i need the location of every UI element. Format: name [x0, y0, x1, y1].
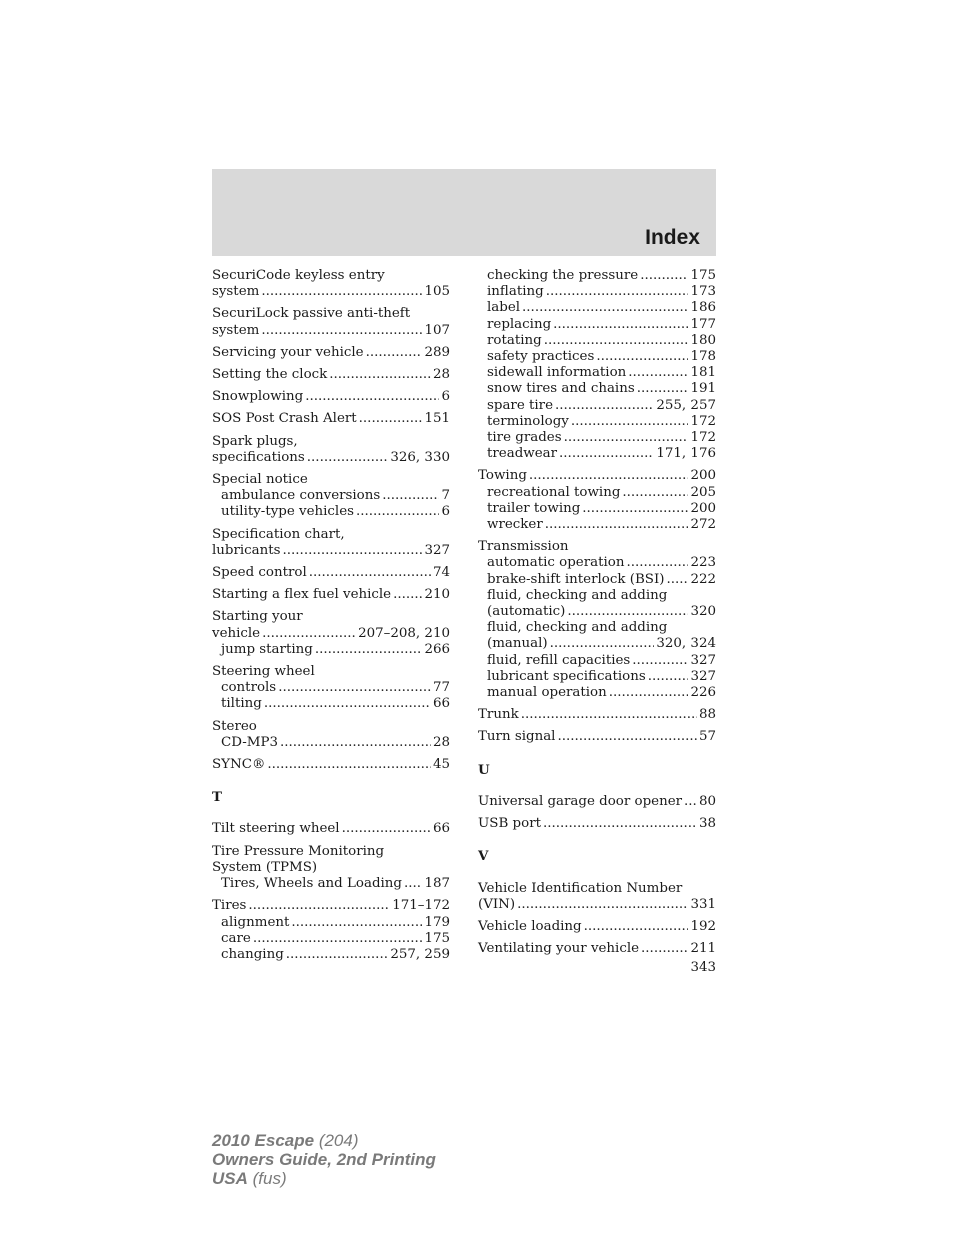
index-term: SecuriCode keyless entry	[212, 268, 385, 283]
index-line	[478, 333, 716, 349]
index-entry	[212, 389, 450, 405]
index-page-ref: 331	[690, 896, 716, 912]
index-page-ref: 28	[432, 367, 450, 383]
index-entry	[212, 898, 450, 963]
index-line	[212, 472, 450, 488]
index-page-ref: 173	[690, 284, 716, 300]
index-page-ref: 178	[690, 349, 716, 365]
index-term: SecuriLock passive anti-theft	[212, 306, 411, 322]
index-line	[212, 915, 450, 931]
index-line	[212, 389, 450, 405]
index-term: inflating	[487, 284, 544, 300]
dot-leader	[261, 323, 422, 339]
footer-line-1: 2010 Escape (204)	[212, 1131, 359, 1150]
index-page-ref: 326, 330	[390, 449, 450, 465]
index-line	[478, 414, 716, 430]
index-entry	[478, 707, 716, 723]
index-page-ref: 151	[424, 411, 450, 427]
dot-leader	[550, 636, 655, 652]
index-entry	[212, 609, 450, 658]
index-line	[478, 636, 716, 652]
dot-leader	[543, 816, 697, 832]
index-term: vehicle	[212, 625, 261, 641]
index-term: Special notice	[212, 472, 308, 488]
index-column-right	[478, 268, 716, 957]
index-line	[478, 604, 716, 620]
index-term: automatic operation	[487, 555, 625, 571]
index-term: lubricant specifications	[487, 668, 646, 684]
index-entry	[478, 794, 716, 810]
index-term: (manual)	[487, 636, 548, 652]
index-term: (VIN)	[478, 896, 516, 912]
dot-leader	[359, 411, 423, 427]
dot-leader	[253, 931, 423, 947]
dot-leader	[356, 504, 439, 520]
index-page-ref: 192	[690, 918, 716, 934]
dot-leader	[329, 367, 431, 383]
index-term: system	[212, 322, 260, 338]
index-line	[478, 729, 716, 745]
index-term: brake-shift interlock (BSI)	[487, 571, 665, 587]
index-line	[478, 300, 716, 316]
index-line	[212, 609, 450, 625]
index-line	[478, 669, 716, 685]
dot-leader	[641, 941, 688, 957]
index-term: snow tires and chains	[487, 381, 635, 397]
index-line	[478, 517, 716, 533]
index-page-ref: 77	[432, 680, 450, 696]
index-line	[212, 642, 450, 658]
index-line	[212, 323, 450, 339]
index-page-ref: 175	[424, 930, 450, 946]
dot-leader	[280, 735, 431, 751]
dot-leader	[571, 414, 689, 430]
index-page-ref: 38	[698, 816, 716, 832]
index-line	[212, 543, 450, 559]
dot-leader	[544, 333, 689, 349]
index-line	[478, 485, 716, 501]
index-page-ref: 172	[690, 413, 716, 429]
index-term: recreational towing	[487, 484, 621, 500]
dot-leader	[315, 642, 423, 658]
index-line	[212, 719, 450, 735]
index-page-ref: 327	[690, 668, 716, 684]
index-line	[212, 306, 450, 322]
index-term: changing	[221, 946, 284, 962]
index-term: care	[221, 930, 251, 946]
index-term: Turn signal	[478, 729, 556, 745]
dot-leader	[261, 284, 422, 300]
dot-leader	[567, 604, 688, 620]
dot-leader	[596, 349, 688, 365]
dot-leader	[584, 919, 689, 935]
dot-leader	[684, 794, 697, 810]
index-line	[212, 844, 450, 860]
dot-leader	[309, 565, 431, 581]
index-line	[212, 411, 450, 427]
index-line	[212, 434, 450, 450]
index-letter-heading: V	[478, 848, 489, 865]
index-term: Trunk	[478, 707, 519, 723]
index-line	[212, 757, 450, 773]
index-line	[478, 555, 716, 571]
dot-leader	[546, 284, 689, 300]
index-line	[212, 860, 450, 876]
index-page-ref: 223	[690, 555, 716, 571]
index-line	[212, 696, 450, 712]
index-term: treadwear	[487, 446, 558, 462]
index-term: checking the pressure	[487, 268, 639, 283]
index-entry	[212, 306, 450, 338]
index-entry	[212, 527, 450, 559]
index-term: tire grades	[487, 430, 562, 446]
index-term: Starting a flex fuel vehicle	[212, 587, 392, 603]
index-term: spare tire	[487, 397, 553, 413]
page-title: Index	[645, 226, 700, 249]
index-term: fluid, checking and adding	[487, 620, 668, 636]
index-page-ref: 207–208, 210	[358, 625, 450, 641]
index-page-ref: 222	[690, 571, 716, 587]
index-term: replacing	[487, 316, 552, 332]
index-term: Tires, Wheels and Loading	[221, 876, 402, 892]
index-term: ambulance conversions	[221, 488, 381, 504]
index-line	[478, 430, 716, 446]
index-term: Towing	[478, 468, 527, 484]
index-term: Starting your	[212, 609, 303, 625]
dot-leader	[278, 680, 431, 696]
index-line	[478, 539, 716, 555]
index-line	[212, 664, 450, 680]
index-entry	[212, 268, 450, 300]
index-page-ref: 74	[432, 565, 450, 581]
index-line	[212, 367, 450, 383]
dot-leader	[648, 669, 689, 685]
dot-leader	[559, 446, 654, 462]
index-line	[478, 572, 716, 588]
index-line	[212, 284, 450, 300]
index-line	[212, 931, 450, 947]
index-line	[212, 565, 450, 581]
index-line	[478, 897, 716, 913]
index-term: Spark plugs,	[212, 433, 298, 449]
dot-leader	[666, 572, 688, 588]
index-page-ref: 7	[441, 488, 450, 504]
index-line	[212, 450, 450, 466]
dot-leader	[545, 517, 689, 533]
index-page-ref: 175	[690, 268, 716, 283]
index-line	[478, 349, 716, 365]
index-line	[212, 268, 450, 284]
index-term: SOS Post Crash Alert	[212, 411, 357, 427]
index-entry	[212, 719, 450, 751]
dot-leader	[564, 430, 689, 446]
index-line	[478, 501, 716, 517]
index-term: System (TPMS)	[212, 859, 318, 875]
index-column-left	[212, 268, 450, 963]
index-term: CD-MP3	[221, 734, 278, 750]
index-term: Transmission	[478, 539, 569, 555]
index-entry	[478, 468, 716, 533]
index-page-ref: 187	[424, 876, 450, 892]
index-line	[212, 735, 450, 751]
index-line	[212, 626, 450, 642]
index-term: Specification chart,	[212, 526, 345, 542]
dot-leader	[267, 757, 431, 773]
index-page-ref: 105	[424, 284, 450, 300]
index-page-ref: 6	[441, 389, 450, 405]
index-line	[478, 707, 716, 723]
index-entry	[212, 844, 450, 893]
index-page-ref: 266	[424, 641, 450, 657]
index-term: Tilt steering wheel	[212, 821, 340, 837]
page-number: 343	[690, 960, 716, 975]
index-line	[212, 345, 450, 361]
index-term: rotating	[487, 332, 542, 348]
index-entry	[478, 881, 716, 913]
index-term: safety practices	[487, 349, 595, 365]
index-page-ref: 211	[690, 941, 716, 957]
header-band	[212, 169, 716, 256]
index-line	[478, 881, 716, 897]
index-term: sidewall information	[487, 365, 627, 381]
index-page-ref: 186	[690, 300, 716, 316]
index-term: fluid, checking and adding	[487, 587, 668, 603]
index-line	[212, 898, 450, 914]
dot-leader	[637, 381, 689, 397]
index-term: wrecker	[487, 517, 543, 533]
index-entry	[212, 757, 450, 773]
dot-leader	[286, 947, 389, 963]
index-line	[478, 919, 716, 935]
index-term: utility-type vehicles	[221, 504, 354, 520]
index-page-ref: 289	[424, 344, 450, 360]
index-page-ref: 181	[690, 365, 716, 381]
index-line	[478, 588, 716, 604]
dot-leader	[307, 450, 389, 466]
index-term: (automatic)	[487, 604, 566, 620]
index-entry	[478, 919, 716, 935]
index-term: Speed control	[212, 565, 307, 581]
index-page-ref: 6	[441, 504, 450, 520]
index-term: SYNC®	[212, 757, 266, 773]
dot-leader	[393, 587, 422, 603]
index-term: fluid, refill capacities	[487, 652, 631, 668]
index-term: Snowplowing	[212, 389, 304, 405]
dot-leader	[626, 555, 688, 571]
dot-leader	[283, 543, 423, 559]
index-page-ref: 45	[432, 757, 450, 773]
index-term: Vehicle Identification Number	[478, 880, 683, 896]
dot-leader	[264, 696, 431, 712]
dot-leader	[555, 398, 654, 414]
index-page-ref: 172	[690, 430, 716, 446]
index-page-ref: 200	[690, 468, 716, 484]
index-line	[478, 620, 716, 636]
index-line	[212, 527, 450, 543]
index-term: Universal garage door opener	[478, 793, 683, 809]
index-line	[478, 284, 716, 300]
index-page-ref: 272	[690, 517, 716, 533]
index-line	[478, 381, 716, 397]
index-entry	[212, 821, 450, 837]
index-line	[478, 268, 716, 284]
dot-leader	[609, 685, 689, 701]
index-entry	[478, 539, 716, 701]
footer-line-3: USA (fus)	[212, 1169, 287, 1188]
index-term: specifications	[212, 449, 305, 465]
index-term: controls	[221, 680, 277, 696]
dot-leader	[404, 876, 422, 892]
index-entry	[212, 472, 450, 521]
dot-leader	[248, 898, 390, 914]
index-term: manual operation	[487, 685, 607, 701]
dot-leader	[291, 915, 422, 931]
index-line	[478, 317, 716, 333]
dot-leader	[366, 345, 423, 361]
dot-leader	[622, 485, 688, 501]
dot-leader	[305, 389, 439, 405]
index-page-ref: 320	[690, 604, 716, 620]
index-line	[478, 941, 716, 957]
index-entry	[212, 367, 450, 383]
index-page-ref: 226	[690, 685, 716, 701]
index-entry	[212, 345, 450, 361]
index-page-ref: 255, 257	[656, 397, 716, 413]
index-page-ref: 28	[432, 734, 450, 750]
footer	[212, 1131, 436, 1188]
index-line	[478, 794, 716, 810]
index-page-ref: 210	[424, 587, 450, 603]
index-term: tilting	[221, 696, 262, 712]
index-page-ref: 107	[424, 322, 450, 338]
dot-leader	[342, 821, 431, 837]
index-line	[478, 446, 716, 462]
index-line	[212, 587, 450, 603]
index-entry	[212, 587, 450, 603]
index-page-ref: 80	[698, 793, 716, 809]
index-term: terminology	[487, 413, 569, 429]
dot-leader	[517, 897, 688, 913]
index-page-ref: 180	[690, 332, 716, 348]
index-page-ref: 191	[690, 381, 716, 397]
index-line	[478, 468, 716, 484]
index-term: trailer towing	[487, 500, 581, 516]
index-line	[478, 653, 716, 669]
index-term: Ventilating your vehicle	[478, 941, 640, 957]
dot-leader	[557, 729, 696, 745]
index-page-ref: 66	[432, 696, 450, 712]
index-page-ref: 205	[690, 484, 716, 500]
index-term: Tire Pressure Monitoring	[212, 843, 385, 859]
index-page-ref: 320, 324	[656, 636, 716, 652]
index-page-ref: 179	[424, 914, 450, 930]
index-page-ref: 327	[690, 652, 716, 668]
dot-leader	[262, 626, 356, 642]
index-term: Servicing your vehicle	[212, 344, 364, 360]
index-term: system	[212, 284, 260, 300]
index-entry	[478, 816, 716, 832]
index-term: Tires	[212, 898, 247, 914]
index-page-ref: 171–172	[392, 898, 450, 914]
dot-leader	[521, 707, 697, 723]
index-page-ref: 88	[698, 707, 716, 723]
index-entry	[212, 664, 450, 713]
dot-leader	[382, 488, 439, 504]
index-line	[212, 876, 450, 892]
index-page-ref: 257, 259	[390, 946, 450, 962]
index-entry	[478, 941, 716, 957]
index-page-ref: 200	[690, 500, 716, 516]
index-term: Stereo	[212, 718, 257, 734]
index-term: lubricants	[212, 542, 281, 558]
index-line	[212, 947, 450, 963]
index-entry	[212, 434, 450, 466]
index-line	[212, 504, 450, 520]
index-line	[478, 816, 716, 832]
index-term: alignment	[221, 914, 290, 930]
index-line	[212, 680, 450, 696]
footer-line-2: Owners Guide, 2nd Printing	[212, 1150, 436, 1169]
index-line	[212, 488, 450, 504]
index-entry	[212, 565, 450, 581]
index-letter-heading: T	[212, 789, 222, 806]
index-term: Setting the clock	[212, 367, 328, 383]
index-term: Vehicle loading	[478, 918, 582, 934]
index-page-ref: 66	[432, 821, 450, 837]
index-entry	[478, 729, 716, 745]
index-term: USB port	[478, 816, 541, 832]
index-line	[212, 821, 450, 837]
index-page-ref: 327	[424, 542, 450, 558]
dot-leader	[628, 365, 688, 381]
dot-leader	[529, 468, 689, 484]
dot-leader	[640, 268, 688, 284]
dot-leader	[582, 501, 688, 517]
index-term: jump starting	[221, 641, 313, 657]
index-line	[478, 365, 716, 381]
dot-leader	[553, 317, 688, 333]
dot-leader	[632, 653, 688, 669]
index-term: label	[487, 300, 521, 316]
dot-leader	[522, 300, 688, 316]
index-line	[478, 685, 716, 701]
index-page-ref: 177	[690, 316, 716, 332]
index-entry	[212, 411, 450, 427]
index-page-ref: 57	[698, 729, 716, 745]
index-line	[478, 398, 716, 414]
index-entry	[478, 268, 716, 462]
index-letter-heading: U	[478, 761, 490, 778]
index-page-ref: 171, 176	[656, 446, 716, 462]
index-term: Steering wheel	[212, 664, 315, 680]
